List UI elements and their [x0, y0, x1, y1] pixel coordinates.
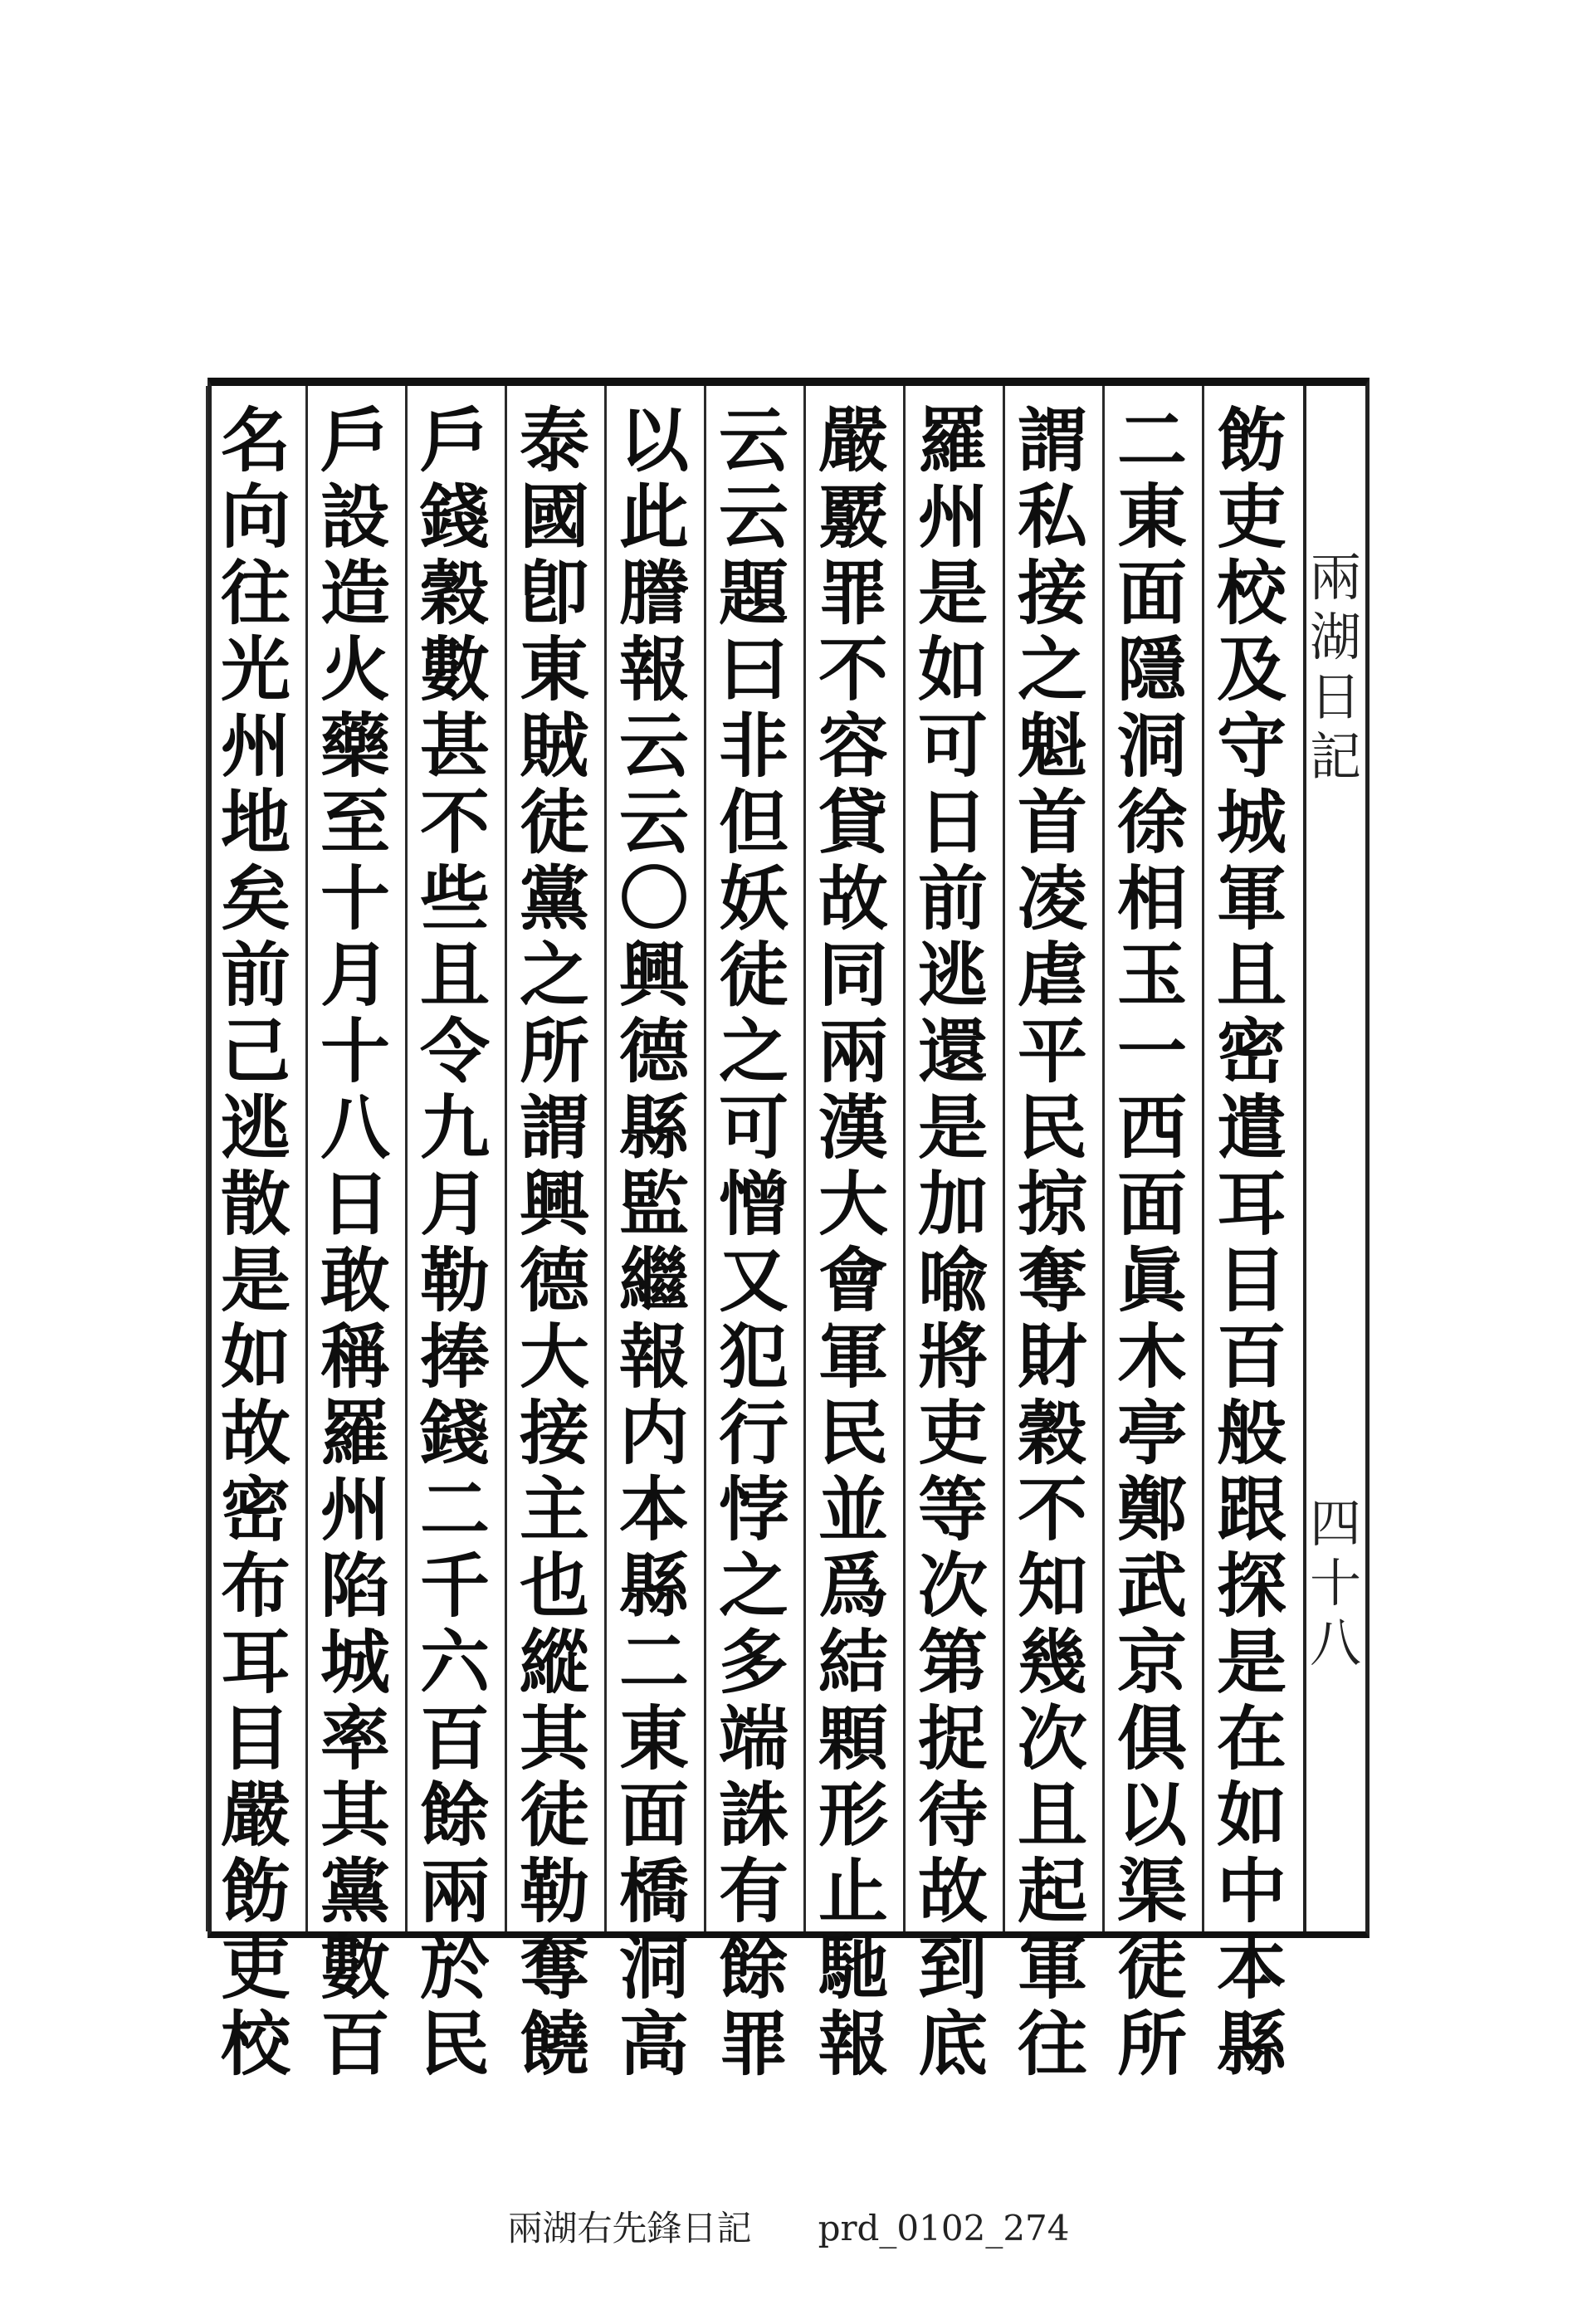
column-rule — [1202, 386, 1204, 1931]
text-column-7: 以 此 謄 報 云 云 〇 興 德 縣 監 繼 報 内 本 縣 二 東 面 橋 洞 高 — [618, 399, 689, 2085]
column-rule — [1102, 386, 1105, 1931]
column-rule — [505, 386, 507, 1931]
text-column-4: 羅 州 是 如 可 日 前 逃 還 是 加 喩 將 吏 等 次 第 捉 待 故 到 底 — [917, 399, 988, 2085]
caption: 兩湖右先鋒日記 prd_0102_274 — [507, 2208, 1070, 2248]
column-rule — [405, 386, 408, 1931]
margin-book-title: 兩 湖 日 記 — [1309, 547, 1361, 787]
margin-page-number: 四 十 八 — [1309, 1493, 1361, 1673]
text-column-9: 戶 錢 穀 數 甚 不 些 且 令 九 月 勒 捧 錢 二 千 六 百 餘 兩 於 民 — [419, 399, 490, 2085]
text-column-10: 戶 設 造 火 藥 至 十 月 十 八 日 敢 稱 羅 州 陷 城 率 其 黨 數 百 — [320, 399, 390, 2085]
text-column-3: 謂 私 接 之 魁 首 凌 虐 平 民 掠 奪 財 穀 不 知 幾 次 且 起 軍 往 — [1017, 399, 1087, 2085]
column-rule — [704, 386, 706, 1931]
column-rule — [803, 386, 806, 1931]
column-rule — [305, 386, 308, 1931]
column-rule — [1003, 386, 1005, 1931]
text-column-1: 飭 吏 校 及 守 城 軍 且 密 遣 耳 目 百 般 跟 探 是 在 如 中 本 縣 — [1216, 399, 1286, 2085]
text-column-11: 名 向 往 光 州 地 矣 前 己 逃 散 是 如 故 密 布 耳 目 嚴 飭 吏 校 — [220, 399, 290, 2085]
text-column-6: 云 云 題 曰 非 但 妖 徒 之 可 憎 又 犯 行 悖 之 多 端 誅 有 餘 罪 — [718, 399, 788, 2085]
text-column-5: 嚴 覈 罪 不 容 貸 故 同 兩 漢 大 會 軍 民 並 爲 結 顆 形 止 馳 報 — [818, 399, 888, 2085]
text-column-2: 二 東 面 隱 洞 徐 相 玉 一 西 面 眞 木 亭 鄭 武 京 俱 以 渠 徒 所 — [1116, 399, 1187, 2085]
column-rule — [903, 386, 906, 1931]
text-column-8: 泰 國 卽 東 賊 徒 黨 之 所 謂 興 德 大 接 主 也 縱 其 徒 勒 奪 饒 — [519, 399, 589, 2085]
column-rule — [604, 386, 607, 1931]
column-rule — [206, 386, 208, 1931]
